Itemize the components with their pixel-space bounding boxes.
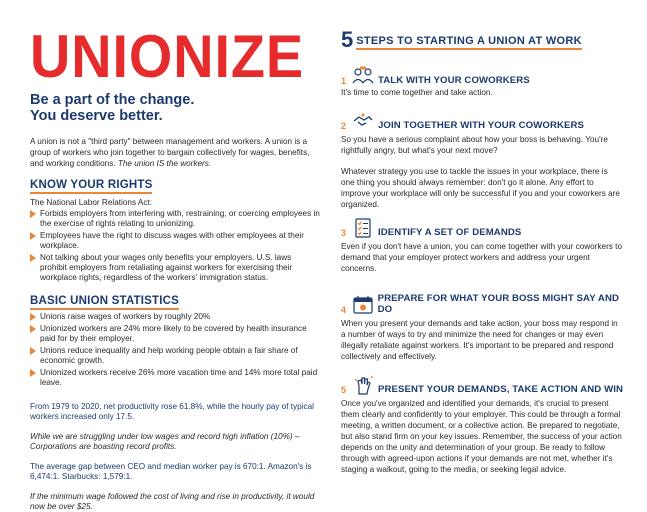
right-column [341,27,624,474]
ceo-pay-note: The average gap between CEO and median worker pay is 670:1. Amazon's is 6,474:1. Starbucks: 1,579:1. [30,462,312,481]
list-item [30,346,320,366]
steps-title: STEPS TO STARTING A UNION AT WORK [356,35,582,50]
steps-count: 5 [341,27,354,52]
list-item [30,253,320,283]
step-5 [341,375,623,475]
raised-fist-icon [352,375,374,395]
stats-heading: BASIC UNION STATISTICS [30,295,179,310]
step-title: IDENTIFY A SET OF DEMANDS [378,227,522,238]
step-title: PRESENT YOUR DEMANDS, TAKE ACTION AND WIN [378,384,624,395]
rights-list [30,209,320,283]
productivity-note: From 1979 to 2020, net productivity rose 61.8%, while the hourly pay of typical workers increased only 17.5. [30,402,314,421]
list-item-text: Forbids employers from interfering with, restraining, or coercing employees in the exercise of rights relating to unionizing. [40,209,320,228]
step-number: 2 [341,121,347,131]
list-item [30,324,320,344]
step-number: 5 [341,385,347,395]
list-item [30,368,320,388]
triangle-bullet-icon [30,210,36,218]
rights-lead: The National Labor Relations Act: [30,198,152,207]
step-body-2: Whatever strategy you use to tackle the issues in your workplace, there is one thing you should always remember: don't go it alone. Any effort to improve your workplace will only be successful if you and your coworkers are organized. [341,167,620,209]
step-title: JOIN TOGETHER WITH YOUR COWORKERS [378,120,585,131]
step-body: Even if you don't have a union, you can come together with your coworkers to demand that your employer protect workers and address your urgent concerns. [341,242,623,273]
intro-paragraph [30,136,320,169]
stats-list [30,312,320,388]
step-body: So you have a serious complaint about how your boss is behaving. You're rightfully angry, but what's your next move? [341,135,608,155]
triangle-bullet-icon [30,369,36,377]
steps-header [341,27,621,52]
step-body: When you present your demands and take action, your boss may respond in a number of ways to try and minimize the need for changes or may even illegally retaliate against workers. It's important to be prepared and respond collectively and effectively. [341,319,618,361]
step-header [341,293,623,315]
step-header [341,66,623,86]
list-item-text: Employees have the right to discuss wages with other employees at their workplace. [40,231,304,250]
inflation-note: While we are struggling under low wages and record high inflation (10%) – Corporations are boasting record profits. [30,432,300,451]
checklist-icon [352,218,374,238]
triangle-bullet-icon [30,325,36,333]
rights-heading: KNOW YOUR RIGHTS [30,179,152,194]
step-header [341,375,623,395]
triangle-bullet-icon [30,313,36,321]
step-2 [341,111,623,210]
triangle-bullet-icon [30,232,36,240]
page-title: UNIONIZE [30,23,305,90]
list-item [30,231,320,251]
step-header [341,111,623,131]
triangle-bullet-icon [30,347,36,355]
triangle-bullet-icon [30,254,36,262]
step-body: Once you've organized and identified your demands, it's crucial to present them clearly and confidently to your employer. This could be through a formal meeting, a written document, or a collective action. Be prepared to negotiate, but also stand firm on your key issues. Remember, the success of your action depends on the unity and determination of your group. Be ready to follow through with agreed-upon actions if your demands are not met, whether it's staging a walkout, going to the media, or seeking legal advice. [341,399,622,474]
left-column [30,23,320,512]
step-number: 1 [341,76,347,86]
list-item-text: Unions reduce inequality and help working people obtain a fair share of economic growth. [40,346,298,365]
tagline [30,92,320,124]
list-item [30,312,320,322]
list-item-text: Unionized workers are 24% more likely to be covered by health insurance paid for by their employer. [40,324,307,343]
calendar-icon [352,295,374,315]
coworkers-icon [352,66,374,86]
tagline-line-2: You deserve better. [30,108,163,124]
step-body: It's time to come together and take action. [341,88,493,97]
step-3 [341,218,623,274]
minimum-wage-note: If the minimum wage followed the cost of living and rise in productivity, it would now be over $25. [30,492,315,511]
intro-text: A union is not a "third party" between management and workers. A union is a group of workers who join together to bargain collectively for wages, benefits, and working conditions. [30,137,310,168]
list-item-text: Unionized workers receive 26% more vacation time and 14% more total paid leave. [40,368,318,387]
tagline-line-1: Be a part of the change. [30,92,195,108]
step-title: PREPARE FOR WHAT YOUR BOSS MIGHT SAY AND DO [377,293,620,315]
intro-emphasis: The union IS the workers. [117,159,212,168]
step-4 [341,293,623,362]
list-item-text: Not talking about your wages only benefits your employers. U.S. laws prohibit employers from retaliating against workers for exercising their workplace rights, regardless of the workers' immigration status. [40,253,293,282]
step-number: 3 [341,228,347,238]
step-1 [341,66,623,98]
handshake-icon [352,111,374,131]
list-item-text: Unions raise wages of workers by roughly 20% [40,312,211,321]
list-item [30,209,320,229]
step-header [341,218,623,238]
step-title: TALK WITH YOUR COWORKERS [378,75,530,86]
step-number: 4 [341,305,347,315]
